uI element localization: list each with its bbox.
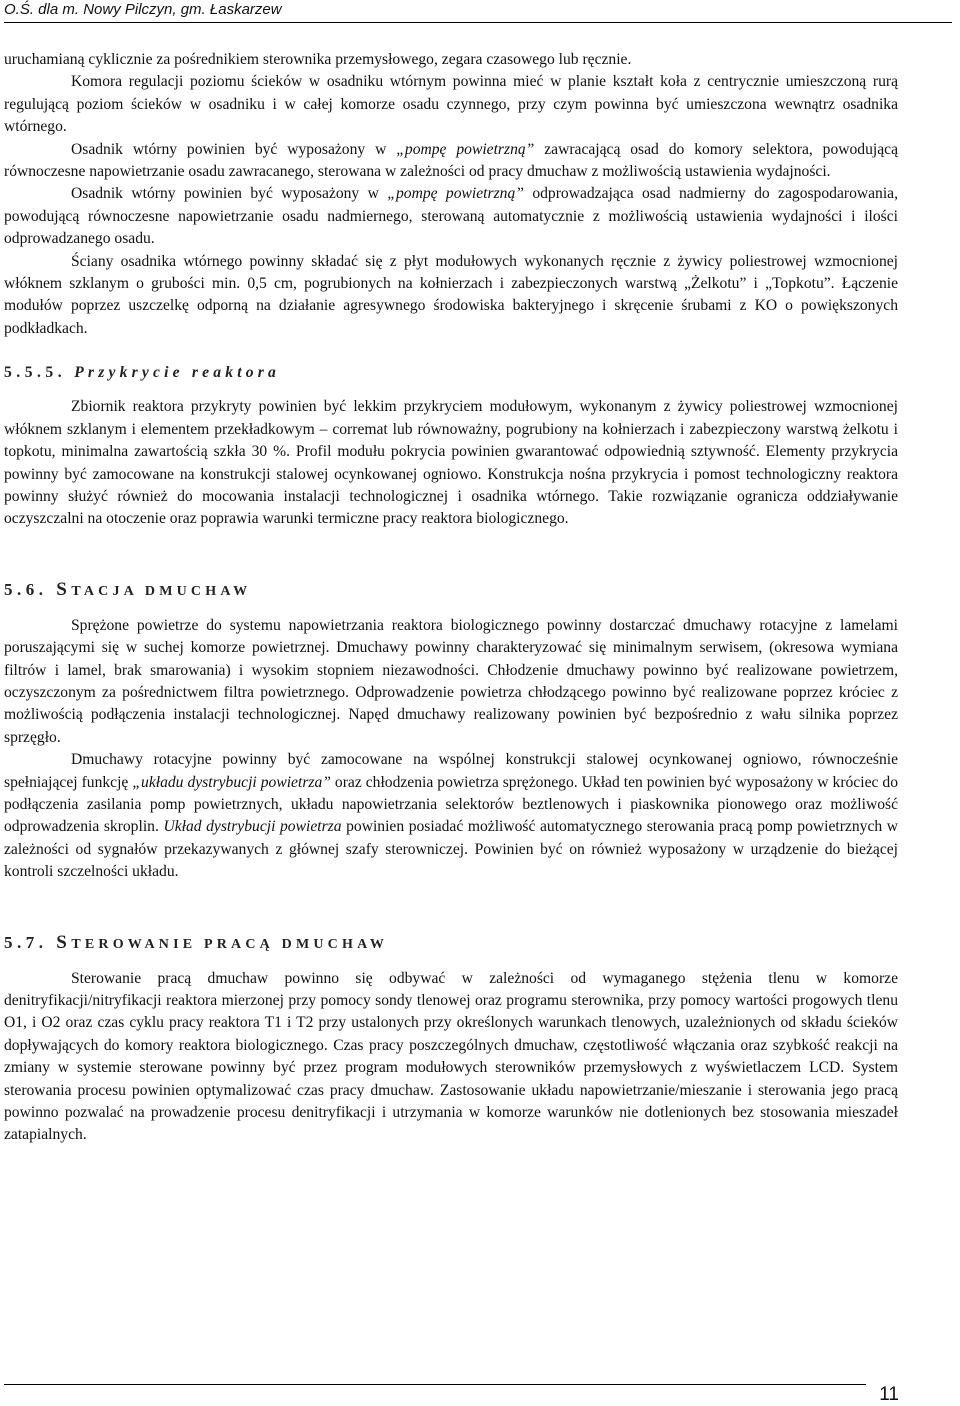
paragraph: Zbiornik reaktora przykryty powinien być lekkim przykryciem modułowym, wykonanym z żywicy poliestrowej wzmocnionej włóknem szklanym i elementem przekładkowym – corremat lub równoważny, pogrubiony na kołnierzach i zabezpieczony warstwą żelkotu i topkotu, minimalna zawartością szkła 30 %. Profil modułu pokrycia powinien gwarantować odpowiednią sztywność. Elementy przykrycia powinny być zamocowane na konstrukcji stalowej ocynkowanej ogniowo. Konstrukcja nośna przykrycia i pomost technologiczny reaktora powinny służyć również do mocowania instalacji technologicznej i osadnika wtórnego. Takie rozwiązanie ogranicza oddziaływanie oczyszczalni na otoczenie oraz poprawia warunki termiczne pracy reaktora biologicznego. (4, 398, 898, 528)
spacer (4, 340, 898, 362)
document-body (4, 49, 898, 1147)
section-title: Przykrycie reaktora (74, 364, 281, 382)
section-title: TACJA DMUCHAW (71, 583, 252, 599)
section-heading-5-6 (4, 579, 898, 603)
section-number: 5.5.5. (4, 364, 67, 382)
spacer (4, 531, 898, 579)
running-header: O.Ś. dla m. Nowy Pilczyn, gm. Łaskarzew (4, 1, 282, 18)
section-title-initial: S (56, 578, 72, 600)
section-number: 5.7. (4, 932, 48, 952)
header-rule (4, 22, 952, 23)
footer-rule (4, 1384, 866, 1385)
emphasis-text: „układu dystrybucji powietrza” (132, 773, 331, 791)
spacer (4, 603, 898, 615)
paragraph (4, 749, 898, 883)
text-run: odprowadzająca osad nadmierny do zagospodarowania, powodującą równoczesne napowietrzanie osadu nadmiernego, sterowaną automatycznie z możliwością ustawienia wydajności i ilości odprowadzanego osadu. (4, 185, 898, 248)
spacer (4, 384, 898, 396)
text-run: oraz chłodzenia powietrza sprężonego. Układ ten powinien być wyposażony w króciec do podłączenia zasilania pomp powietrznych, układu napowietrzania selektorów beztlenowych i piaskownika pionowego oraz możliwość odprowadzenia skroplin. (4, 773, 898, 836)
emphasis-text: „pompę powietrzną” (387, 185, 524, 203)
paragraph: Ściany osadnika wtórnego powinny składać się z płyt modułowych wykonanych ręcznie z żywicy poliestrowej wzmocnionej włóknem szklanym o grubości min. 0,5 cm, pogrubionych na kołnierzach i zabezpieczonych warstwą „Żelkotu” i „Topkotu”. Łączenie modułów poprzez uszczelkę odporną na działanie agresywnego środowiska bakteryjnego i skręcenie śrubami z KO o powiększonych podkładkach. (4, 252, 898, 337)
section-heading-5-7 (4, 932, 898, 956)
text-run: Osadnik wtórny powinien być wyposażony w (71, 185, 388, 203)
section-title-initial: S (56, 931, 72, 953)
section-heading-5-5-5 (4, 362, 898, 384)
page-number: 11 (879, 1384, 899, 1405)
text-run: zawracającą osad do komory selektora, powodującą równoczesne napowietrzanie osadu zawracanego, sterowana w zależności od pracy dmuchaw z możliwością ustawienia wydajności. (4, 140, 899, 181)
paragraph: Sterowanie pracą dmuchaw powinno się odbywać w zależności od wymaganego stężenia tlenu w komorze denitryfikacji/nitryfikacji reaktora mierzonej przy pomocy sondy tlenowej oraz programu sterownika, przy pomocy wartości progowych tlenu O1, i O2 oraz czas cyklu pracy reaktora T1 i T2 przy ustalonych przy określonych warunkach tlenowych, uzależnionych od składu ścieków dopływających do komory reaktora biologicznego. Czas pracy poszczególnych dmuchaw, częstotliwość włączania oraz szybkość reakcji na zmiany w systemie sterowane powinny być przez program modułowych sterowników przemysłowych z wyświetlaczem LCD. System sterowania procesu powinien optymalizować czas pracy dmuchaw. Zastosowanie układu napowietrzanie/mieszanie i sterowania jego pracą powinno pozwalać na prowadzenie procesu denitryfikacji i utrzymania w komorze warunków nie dotlenionych bez stosowania mieszadeł zatapialnych. (4, 969, 898, 1144)
emphasis-text: „pompę powietrzną” (396, 140, 535, 158)
paragraph: Komora regulacji poziomu ścieków w osadniku wtórnym powinna mieć w planie kształt koła z centrycznie umieszczoną rurą regulującą poziom ścieków w osadniku i w całej komorze osadu czynnego, przy czym powinna być umieszczona wewnątrz osadnika wtórnego. (4, 73, 898, 136)
text-run: powinien posiadać możliwość automatycznego sterowania pracą pomp powietrznych w zależności od sygnałów przekazywanych z głównej szafy sterowniczej. Powinien być on również wyposażony w urządzenie do bieżącej kontroli szczelności układu. (4, 818, 899, 881)
section-title: TEROWANIE PRACĄ DMUCHAW (71, 936, 389, 952)
paragraph: uruchamianą cyklicznie za pośrednikiem sterownika przemysłowego, zegara czasowego lub ręcznie. (4, 51, 632, 68)
text-run: Dmuchawy rotacyjne powinny być zamocowane na wspólnej konstrukcji stalowej ocynkowanej ogniowo, równocześnie spełniającej funkcję (4, 751, 898, 791)
section-number: 5.6. (4, 579, 48, 599)
paragraph (4, 183, 898, 250)
paragraph: Sprężone powietrze do systemu napowietrzania reaktora biologicznego powinny dostarczać dmuchawy rotacyjne z lamelami poruszającymi się w suchej komorze powietrznej. Dmuchawy powinny charakteryzować się minimalnym serwisem, (okresowa wymiana filtrów i lamel, brak smarowania) i wysokim stopniem niezawodności. Chłodzenie dmuchawy powinno być realizowane powietrzem, oczyszczonym za pośrednictwem filtra powietrznego. Odprowadzenie powietrza chłodzącego powinno być realizowane poprzez króciec z możliwością podłączenia instalacji technologicznej. Napęd dmuchawy realizowany powinien być bezpośrednio z wału silnika poprzez sprzęgło. (4, 616, 898, 746)
emphasis-text: Układ dystrybucji powietrza (163, 818, 342, 836)
spacer (4, 884, 898, 932)
paragraph (4, 139, 898, 184)
text-run: Osadnik wtórny powinien być wyposażony w (71, 140, 397, 158)
spacer (4, 956, 898, 968)
